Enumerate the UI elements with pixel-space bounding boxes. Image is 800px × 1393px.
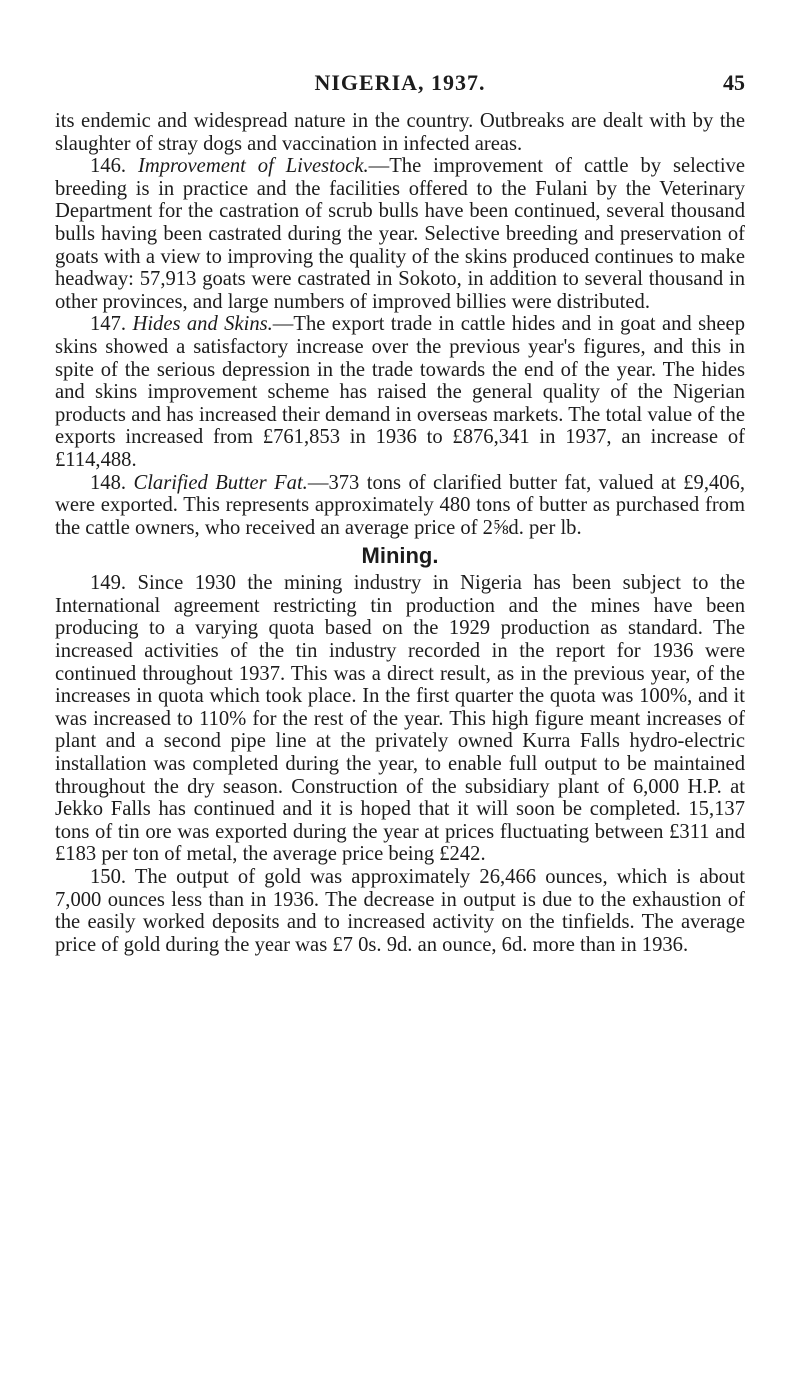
paragraph-147 — [55, 313, 745, 471]
page-number: 45 — [723, 70, 745, 95]
paragraph-number: 148. — [90, 471, 127, 494]
paragraph-text: —The improvement of cattle by selective breeding is in practice and the facilities offered to the Fulani by the Veterinary Department for the castration of scrub bulls have been continued, several thousand bulls having been castrated during the year. Selective breeding and preservation of goats with a view to improving the quality of the skins produced continues to make headway: 57,913 goats were castrated in Sokoto, in addition to several thousand in other provinces, and large numbers of improved billies were distributed. — [55, 155, 745, 313]
paragraph-number: 150. — [90, 866, 127, 888]
paragraph-146 — [55, 155, 745, 313]
paragraph-150 — [55, 866, 745, 956]
section-heading: Mining. — [361, 543, 439, 569]
paragraph-continued — [55, 110, 745, 155]
paragraph-text: —The export trade in cattle hides and in goat and sheep skins showed a satisfactory increase over the previous year's figures, and this in spite of the serious depression in the trade towards the end of the year. The hides and skins improvement scheme has raised the general quality of the Nigerian products and has increased their demand in overseas markets. The total value of the exports increased from £761,853 in 1936 to £876,341 in 1937, an increase of £114,488. — [55, 313, 745, 471]
running-head — [55, 70, 745, 110]
page — [55, 70, 745, 956]
paragraph-text: —373 tons of clarified butter fat, valued at £9,406, were exported. This represents approximately 480 tons of butter as purchased from the cattle owners, who received an average price of 2⅝d. per lb. — [55, 471, 746, 539]
paragraph-text: its endemic and widespread nature in the country. Outbreaks are dealt with by the slaughter of stray dogs and vaccination in infected areas. — [55, 110, 745, 155]
paragraph-149 — [55, 572, 745, 866]
paragraph-title: Improvement of Livestock. — [137, 155, 369, 178]
paragraph-text: The output of gold was approximately 26,466 ounces, which is about 7,000 ounces less than in 1936. The decrease in output is due to the exhaustion of the easily worked deposits and to increased activity on the tinfields. The average price of gold during the year was £7 0s. 9d. an ounce, 6d. more than in 1936. — [55, 866, 745, 956]
paragraph-title: Clarified Butter Fat. — [133, 471, 308, 494]
header-title: NIGERIA, 1937. — [314, 70, 486, 95]
paragraph-number: 149. — [90, 572, 127, 595]
paragraph-title: Hides and Skins. — [132, 313, 273, 336]
paragraph-148 — [55, 472, 745, 540]
paragraph-number: 147. — [90, 313, 127, 336]
paragraph-number: 146. — [90, 155, 127, 178]
paragraph-text: Since 1930 the mining industry in Nigeria has been subject to the International agreement restricting tin production and the mines have been producing to a varying quota based on the 1929 production as standard. The increased activities of the tin industry recorded in the report for 1936 were continued throughout 1937. This was a direct result, as in the previous year, of the increases in quota which took place. In the first quarter the quota was 100%, and it was increased to 110% for the rest of the year. This high figure meant increases of plant and a second pipe line at the privately owned Kurra Falls hydro-electric installation was completed during the year, to enable full output to be maintained throughout the dry season. Construction of the subsidiary plant of 6,000 H.P. at Jekko Falls has continued and it is hoped that it will soon be completed. 15,137 tons of tin ore was exported during the year at prices fluctuating between £311 and £183 per ton of metal, the average price being £242. — [55, 572, 745, 866]
